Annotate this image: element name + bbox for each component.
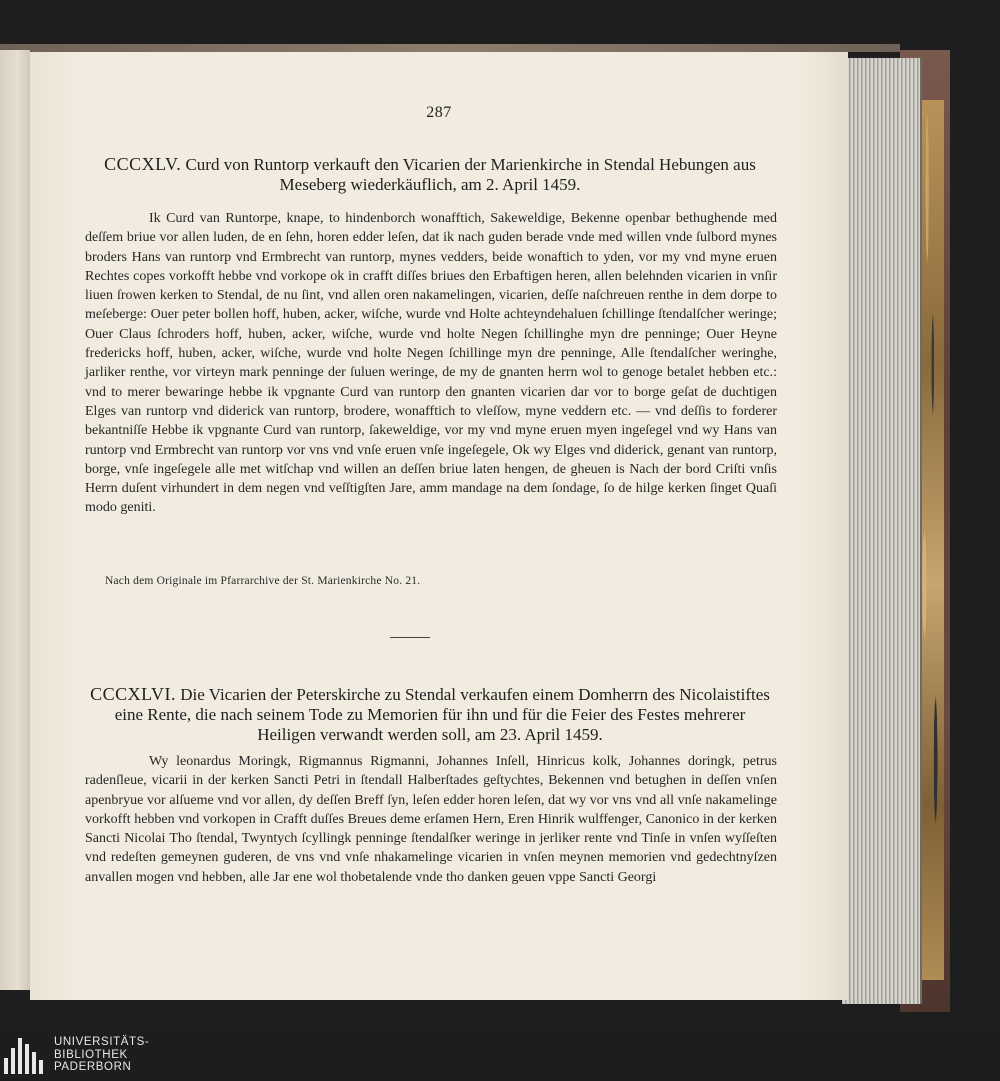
source-note: Nach dem Originale im Pfarrarchive der St. Marienkirche No. 21. [105, 575, 421, 587]
page-number: 287 [426, 104, 452, 121]
charter-text: Wy leonardus Moringk, Rigmannus Rigmanni, Johannes Inſell, Hinricus kolk, Johannes doringk, petrus radenſleue, vicarii in der kerken Sancti Petri in ſtendall Halberſtades geſtychtes, Bekennen vnd betughen in deſſen vnſen apenbryue vor alſueme vnd vor allen, dy deſſen Breff ſyn, leſen edder horen leſen, dat wy vor vns vnd all vnſe nakamelinge vorkofft hebben vnd vorkopen in Crafft duſſes Breues deme erſamen Hern, Eren Hinrik wulffenger, Canonico in der kerken Sancti Nicolai Tho ſtendal, Twyntych ſcyllingk penninge ſtendalſker weringe in jerliker rente vnd Tinſe in vnſen wyſſeſten vnd redeſten gemeynen guderen, de vns vnd vnſe nhakamelinge vicarien in vnſen meynen memorien vnd gedechtnyſzen anvallen mogen vnd hebben, alle Jar ene wol thobetalende vnde tho danken geuen vppe Sancti Georgi [85, 754, 777, 885]
section-title: Die Vicarien der Peterskirche zu Stendal verkaufen einem Domherrn des Nicolaistiftes eine Rente, die nach seinem Tode zu Memorien für ihn und für die Feier des Festes mehrerer Heiligen verwandt werden soll, am 23. April 1459. [114, 685, 770, 744]
library-logo-icon [4, 1038, 48, 1074]
library-footer [0, 1030, 1000, 1081]
section-heading [85, 154, 775, 195]
section-divider [390, 637, 430, 638]
charter-text: Ik Curd van Runtorpe, knape, to hindenborch wonafftich, Sakeweldige, Bekenne openbar bethughende med deſſem briue vor allen luden, de en ſehn, horen edder leſen, dat ik nach guden berade vnde med willen vnde ſulbord mynes broders Hans van runtorp vnd Ermbrecht van runtorp, mynes vedders, beide wonaftich to yden, vor my vnd myne eruen Rechtes copes vorkofft hebbe vnd vorkope ok in crafft diſſes briues den Erbaftigen heren, allen belehnden vicarien in vnſir liuen ſrowen kerken to Stendal, de nu ſint, vnd allen oren nakamelingen, vicarien, deſſe naſchreuen renthe in dem dorpe to meſeberge: Ouer peter bollen hoff, huben, acker, wiſche, wurde vnd Holte achteyndehaluen ſchillinge ſtendalſcher weringe; Ouer Claus ſchroders hoff, huben, acker, wiſche, wurde vnd holte Negen ſchillinghe myn dre penninge; Ouer Heyne fredericks hoff, huben, acker, wiſche, wurde vnd holte Negen ſchillinge myn dre penninge, Alle ſtendalſcher weringhe, jarliker renthe, vor virteyn mark penninge der ſuluen weringe, de my de gnanten herrn wol to genoge betalet hebben etc.: vnd to merer bewaringe hebbe ik vpgnante Curd van runtorp den gnanten vicarien dar vor to borge geſat de duchtigen Elges van runtorp vnd diderick van runtorp, brodere, wonafftich to vleſſow, myne veddern etc. — vnd deſſis to forderer bekantniſſe Hebbe ik vpgnante Curd van runtorp, ſakeweldige, vor my vnd myne eruen myen ingeſegel vnd wy Hans van runtorp vnd Ermbrecht van runtorp vor vns vnd vnſe eruen vnſe ingeſegele, Ok wy Elges vnd diderick, genant van runtorp, borge, vnſe ingeſegele alle met witſchap vnd willen an deſſen briue laten hengen, de gheuen is Nach der bord Criſti vnſis Herrn duſent virhundert in dem negen vnd veſſtigſten Jare, amm mandage na dem ſondage, ſo de hilge kerken ſinget Quaſi modo geniti. [85, 211, 777, 516]
logo-line: UNIVERSITÄTS- [54, 1036, 150, 1048]
book-page [30, 52, 848, 1000]
section-number: CCCXLV. [104, 154, 182, 174]
section-body [85, 209, 777, 518]
page-block-edges [842, 58, 922, 1004]
logo-line: BIBLIOTHEK [54, 1048, 128, 1061]
library-logo-text [54, 1036, 149, 1074]
section-heading [85, 684, 775, 745]
logo-line: PADERBORN [54, 1061, 132, 1073]
section-number: CCCXLVI. [90, 684, 176, 704]
section-title: Curd von Runtorp verkauft den Vicarien der Marienkirche in Stendal Hebungen aus Meseberg wiederkäuflich, am 2. April 1459. [185, 155, 756, 194]
book-top-edge [0, 44, 900, 52]
left-page-sliver [0, 50, 30, 990]
section-body [85, 752, 777, 887]
